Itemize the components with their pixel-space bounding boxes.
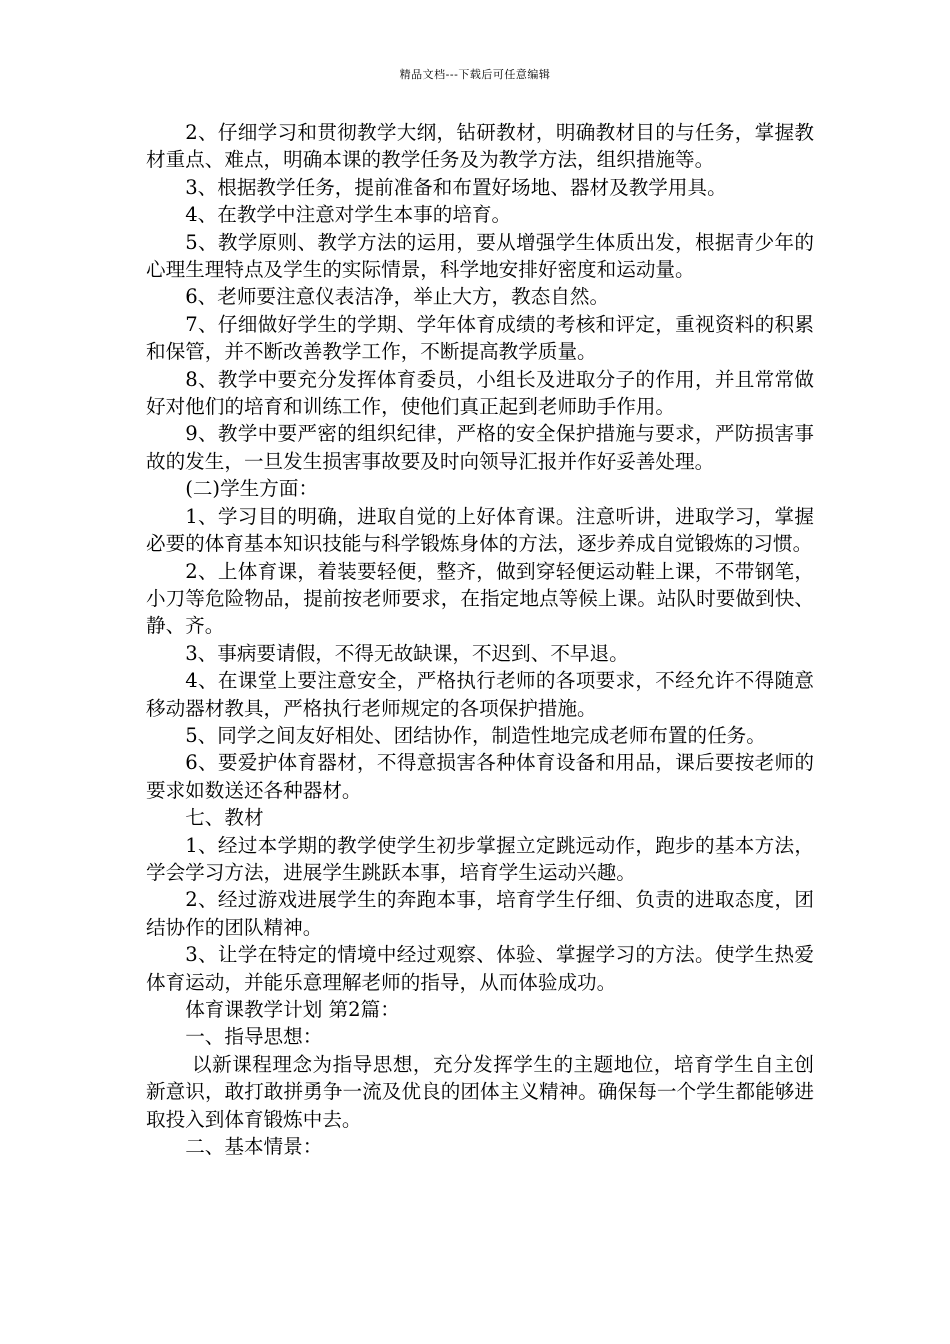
paragraph: 6、老师要注意仪表洁净，举止大方，教态自然。 — [185, 285, 610, 309]
section-heading: (二)学生方面： — [185, 477, 319, 501]
paragraph: 3、根据教学任务，提前准备和布置好场地、器材及教学用具。 — [185, 175, 727, 199]
paragraph: 2、仔细学习和贯彻教学大纲，钻研教材，明确教材目的与任务，掌握教材重点、难点，明确本课的教学任务及为教学方法，组织措施等。 — [146, 121, 814, 172]
page-header: 精品文档---下载后可任意编辑 — [399, 68, 551, 81]
section-heading: 二、基本情景： — [185, 1135, 323, 1159]
paragraph: 2、上体育课，着装要轻便，整齐，做到穿轻便运动鞋上课，不带钢笔，小刀等危险物品，提前按老师要求，在指定地点等候上课。站队时要做到快、静、齐。 — [146, 559, 814, 638]
section-heading: 体育课教学计划 第2篇： — [185, 998, 400, 1021]
paragraph: 7、仔细做好学生的学期、学年体育成绩的考核和评定，重视资料的积累和保管，并不断改善教学工作，不断提高教学质量。 — [146, 312, 814, 364]
paragraph: 9、教学中要严密的组织纪律，严格的安全保护措施与要求，严防损害事故的发生，一旦发生损害事故要及时向领导汇报并作好妥善处理。 — [146, 422, 814, 473]
paragraph: 5、教学原则、教学方法的运用，要从增强学生体质出发，根据青少年的心理生理特点及学生的实际情景，科学地安排好密度和运动量。 — [146, 230, 814, 282]
paragraph: 1、学习目的明确，进取自觉的上好体育课。注意听讲，进取学习，掌握必要的体育基本知识技能与科学锻炼身体的方法，逐步养成自觉锻炼的习惯。 — [146, 504, 814, 556]
paragraph: 3、事病要请假，不得无故缺课，不迟到、不早退。 — [185, 641, 629, 665]
section-heading: 七、教材 — [185, 806, 264, 830]
paragraph: 6、要爱护体育器材，不得意损害各种体育设备和用品，课后要按老师的要求如数送还各种器材。 — [146, 751, 814, 802]
section-heading: 一、指导思想： — [185, 1025, 323, 1049]
paragraph: 4、在课堂上要注意安全，严格执行老师的各项要求，不经允许不得随意移动器材教具，严格执行老师规定的各项保护措施。 — [146, 669, 814, 720]
paragraph: 以新课程理念为指导思想，充分发挥学生的主题地位，培育学生自主创新意识，敢打敢拼勇争一流及优良的团体主义精神。确保每一个学生都能够进取投入到体育锻炼中去。 — [146, 1052, 814, 1131]
paragraph: 4、在教学中注意对学生本事的培育。 — [185, 203, 512, 227]
paragraph: 8、教学中要充分发挥体育委员，小组长及进取分子的作用，并且常常做好对他们的培育和训练工作，使他们真正起到老师助手作用。 — [146, 367, 814, 419]
paragraph: 1、经过本学期的教学使学生初步掌握立定跳远动作，跑步的基本方法，学会学习方法，进展学生跳跃本事，培育学生运动兴趣。 — [146, 833, 814, 884]
document-body — [146, 119, 814, 1160]
paragraph: 2、经过游戏进展学生的奔跑本事，培育学生仔细、负责的进取态度，团结协作的团队精神。 — [146, 888, 814, 939]
paragraph: 3、让学在特定的情境中经过观察、体验、掌握学习的方法。使学生热爱体育运动，并能乐意理解老师的指导，从而体验成功。 — [146, 943, 814, 994]
paragraph: 5、同学之间友好相处、团结协作，制造性地完成老师布置的任务。 — [185, 723, 766, 747]
